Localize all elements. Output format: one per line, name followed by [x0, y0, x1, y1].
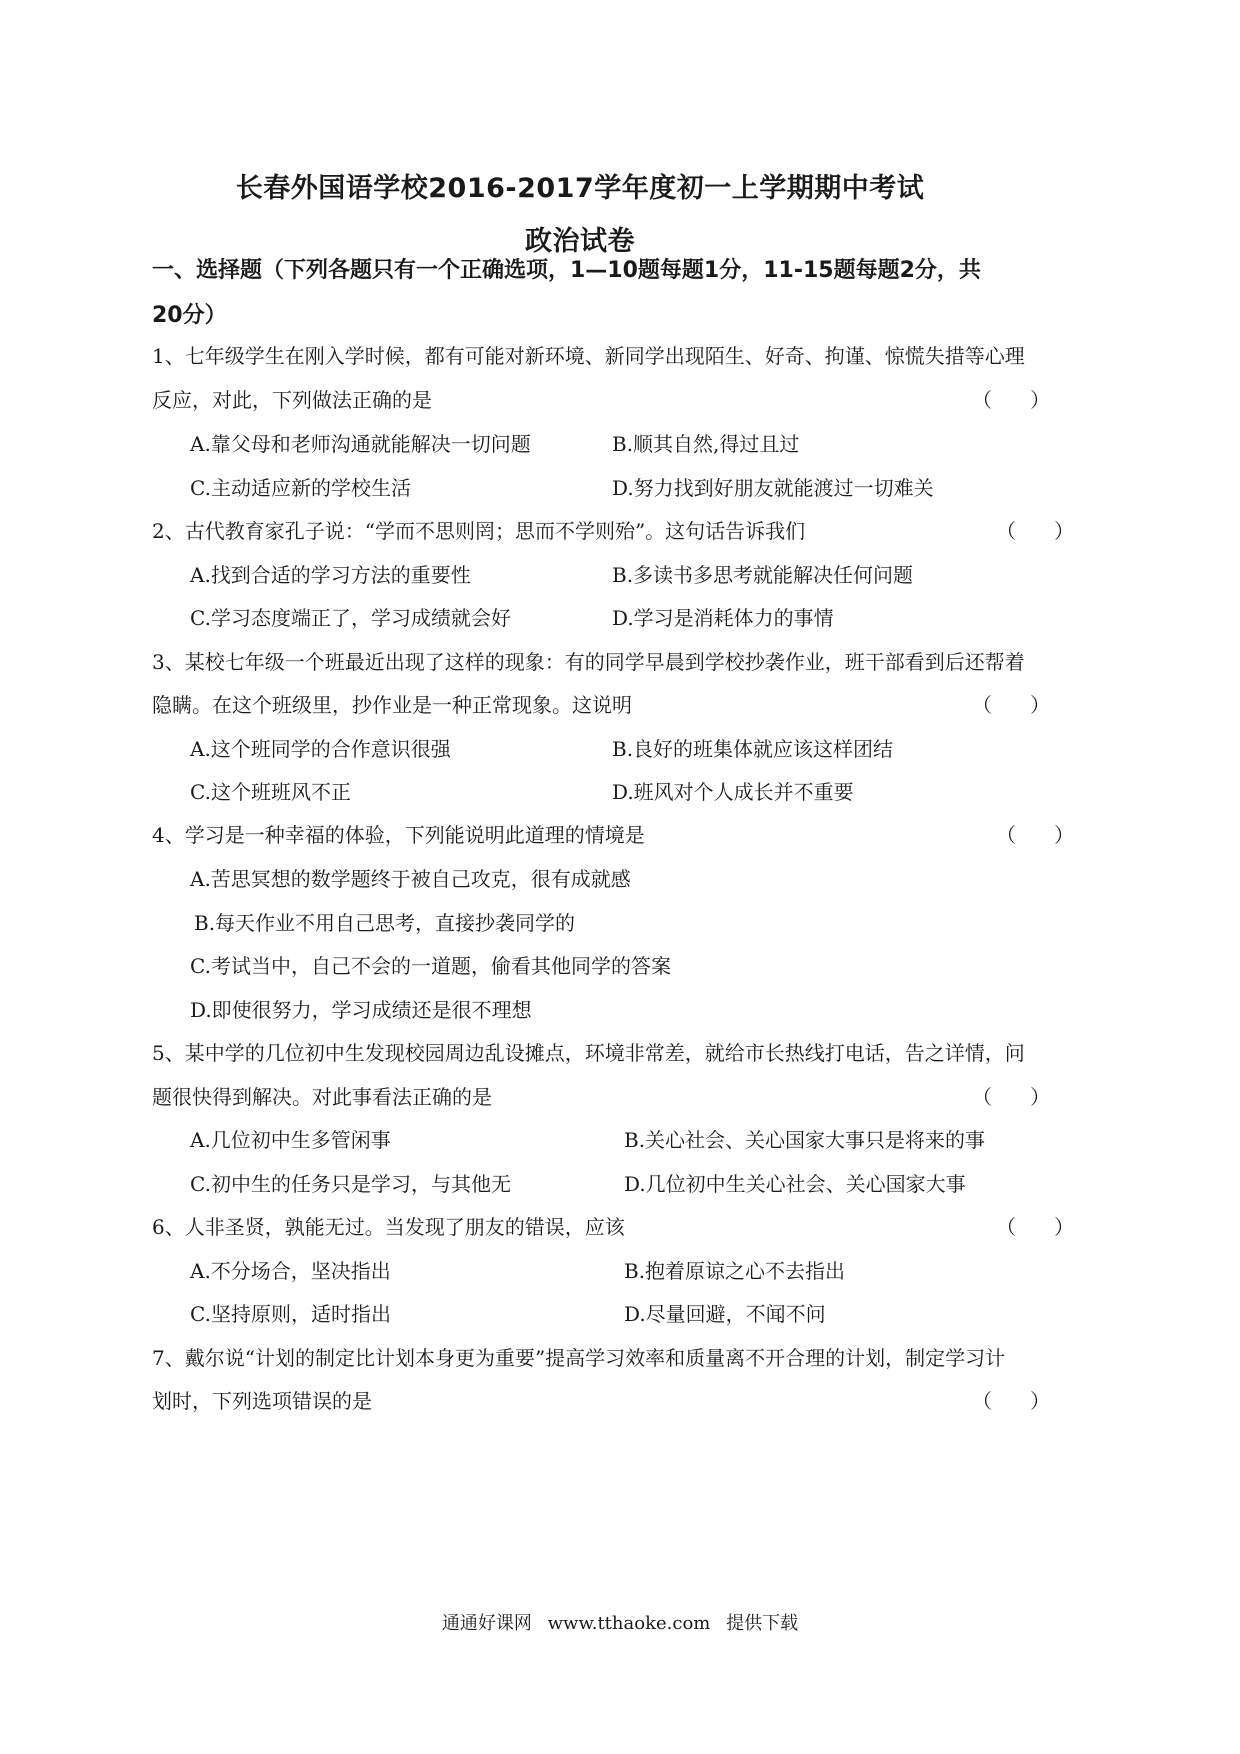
question-5-option-a: A.几位初中生多管闲事 [190, 1128, 391, 1152]
footer-note: 提供下载 [726, 1613, 799, 1634]
answer-blank-3: （ ） [972, 693, 1051, 717]
question-4-option-c: C.考试当中，自己不会的一道题，偷看其他同学的答案 [190, 954, 671, 978]
question-7-text: 7、戴尔说“计划的制定比计划本身更为重要”提高学习效率和质量离不开合理的计划，制定学习计 [152, 1346, 1006, 1370]
question-3-text: 3、某校七年级一个班最近出现了这样的现象：有的同学早晨到学校抄袭作业，班干部看到后还帮着 [152, 650, 1025, 674]
question-1-text-cont: 反应，对此，下列做法正确的是 [152, 388, 432, 412]
footer-url-link[interactable]: www.tthaoke.com [547, 1613, 711, 1634]
question-5-text: 5、某中学的几位初中生发现校园周边乱设摊点，环境非常差，就给市长热线打电话，告之详情，问 [152, 1041, 1025, 1065]
question-5-option-c: C.初中生的任务只是学习，与其他无 [190, 1172, 511, 1196]
question-1-option-b: B.顺其自然,得过且过 [612, 432, 800, 456]
question-3-text-cont: 隐瞒。在这个班级里，抄作业是一种正常现象。这说明 [152, 693, 632, 717]
question-2-option-b: B.多读书多思考就能解决任何问题 [612, 563, 914, 587]
exam-title: 长春外国语学校2016-2017学年度初一上学期期中考试 [235, 173, 925, 204]
question-4-option-a: A.苦思冥想的数学题终于被自己攻克，很有成就感 [190, 867, 631, 891]
question-5-option-d: D.几位初中生关心社会、关心国家大事 [624, 1172, 966, 1196]
question-3-option-d: D.班风对个人成长并不重要 [612, 780, 854, 804]
question-3-option-c: C.这个班班风不正 [190, 780, 351, 804]
question-1-option-c: C.主动适应新的学校生活 [190, 476, 411, 500]
question-6-option-d: D.尽量回避，不闻不问 [624, 1302, 826, 1326]
answer-blank-1: （ ） [972, 388, 1051, 412]
footer-site-name: 通通好课网 [441, 1613, 532, 1634]
question-4-option-b: B.每天作业不用自己思考，直接抄袭同学的 [194, 911, 576, 935]
exam-subtitle: 政治试卷 [525, 226, 635, 257]
question-5-option-b: B.关心社会、关心国家大事只是将来的事 [624, 1128, 986, 1152]
answer-blank-4: （ ） [996, 823, 1075, 847]
question-6-text: 6、人非圣贤，孰能无过。当发现了朋友的错误，应该 [152, 1215, 625, 1239]
question-6-option-a: A.不分场合，坚决指出 [190, 1259, 391, 1283]
question-1-option-a: A.靠父母和老师沟通就能解决一切问题 [190, 432, 531, 456]
section-heading: 一、选择题（下列各题只有一个正确选项，1—10题每题1分，11-15题每题2分，共 [152, 258, 981, 283]
question-1-option-d: D.努力找到好朋友就能渡过一切难关 [612, 476, 934, 500]
question-7-text-cont: 划时，下列选项错误的是 [152, 1389, 372, 1413]
answer-blank-7: （ ） [972, 1389, 1051, 1413]
question-4-option-d: D.即使很努力，学习成绩还是很不理想 [190, 998, 532, 1022]
question-6-option-c: C.坚持原则，适时指出 [190, 1302, 391, 1326]
question-5-text-cont: 题很快得到解决。对此事看法正确的是 [152, 1085, 492, 1109]
question-1-text: 1、七年级学生在刚入学时候，都有可能对新环境、新同学出现陌生、好奇、拘谨、惊慌失措等心理 [152, 344, 1025, 368]
question-2-option-c: C.学习态度端正了，学习成绩就会好 [190, 606, 511, 630]
question-2-option-d: D.学习是消耗体力的事情 [612, 606, 834, 630]
question-4-text: 4、学习是一种幸福的体验，下列能说明此道理的情境是 [152, 823, 645, 847]
section-heading-cont: 20分） [152, 303, 227, 328]
question-2-option-a: A.找到合适的学习方法的重要性 [190, 563, 471, 587]
page-footer [0, 1609, 1240, 1635]
answer-blank-5: （ ） [972, 1085, 1051, 1109]
question-6-option-b: B.抱着原谅之心不去指出 [624, 1259, 846, 1283]
question-3-option-b: B.良好的班集体就应该这样团结 [612, 737, 894, 761]
question-3-option-a: A.这个班同学的合作意识很强 [190, 737, 451, 761]
answer-blank-2: （ ） [996, 519, 1075, 543]
answer-blank-6: （ ） [996, 1215, 1075, 1239]
question-2-text: 2、古代教育家孔子说：“学而不思则罔；思而不学则殆”。这句话告诉我们 [152, 519, 806, 543]
